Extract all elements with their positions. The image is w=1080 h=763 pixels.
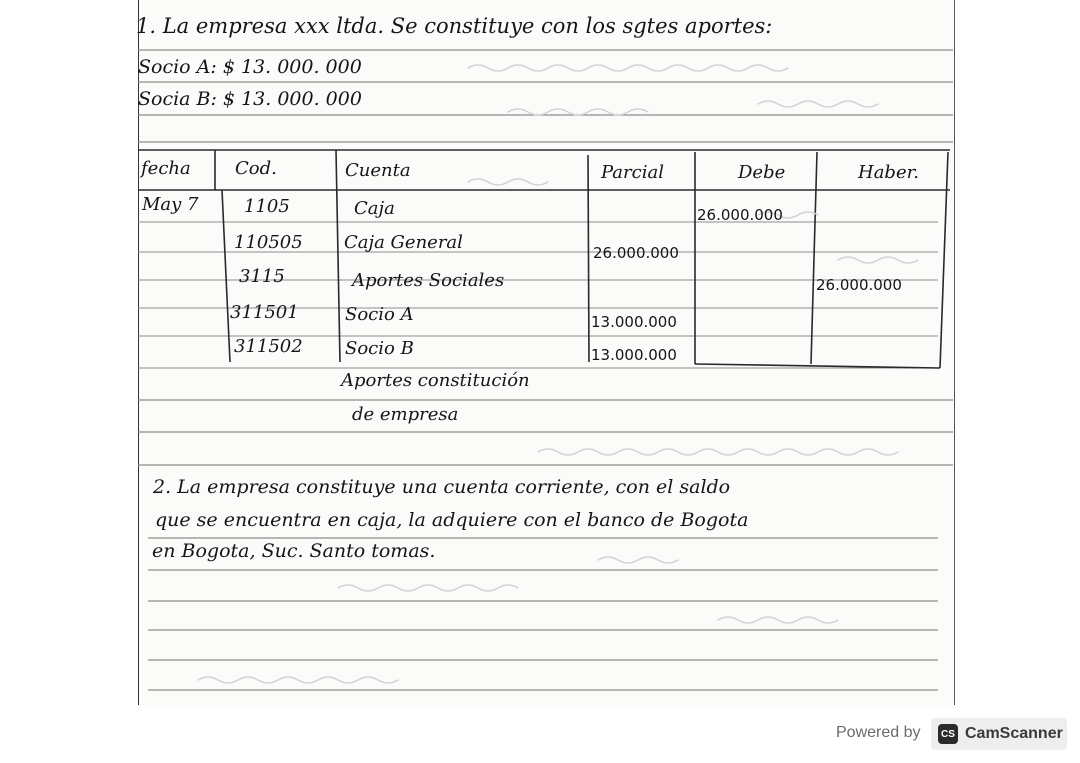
header-fecha: fecha: [141, 158, 191, 179]
row-1-cuenta: Caja: [354, 198, 395, 219]
row-3-cuenta: Aportes Sociales: [352, 270, 505, 291]
powered-by-label: Powered by: [836, 724, 921, 741]
row-4-cuenta: Socio A: [345, 304, 414, 325]
header-parcial: Parcial: [601, 162, 664, 183]
exercise-2-line-3: en Bogota, Suc. Santo tomas.: [152, 540, 436, 562]
row-3-cod: 3115: [239, 266, 285, 287]
row-2-cod: 110505: [234, 232, 303, 253]
row-2-parcial: 26.000.000: [593, 244, 679, 262]
row-5-cod: 311502: [234, 336, 303, 357]
row-5-cuenta: Socio B: [345, 338, 414, 359]
exercise-1-heading: 1. La empresa xxx ltda. Se constituye con los sgtes aportes:: [136, 14, 773, 38]
socio-a-line: Socio A: $ 13. 000. 000: [138, 56, 362, 78]
header-haber: Haber.: [858, 162, 919, 183]
socia-b-line: Socia B: $ 13. 000. 000: [138, 88, 362, 110]
camscanner-badge: [931, 718, 1067, 750]
entry-note-line-2: de empresa: [352, 404, 459, 425]
row-2-cuenta: Caja General: [344, 232, 463, 253]
entry-date: May 7: [142, 194, 199, 215]
header-debe: Debe: [738, 162, 786, 183]
row-5-parcial: 13.000.000: [591, 346, 677, 364]
exercise-2-line-2: que se encuentra en caja, la adquiere con el banco de Bogota: [155, 509, 749, 531]
entry-note-line-1: Aportes constitución: [341, 370, 530, 391]
row-1-cod: 1105: [244, 196, 290, 217]
row-4-parcial: 13.000.000: [591, 313, 677, 331]
camscanner-logo-icon: CS: [938, 724, 958, 744]
row-1-debe: 26.000.000: [697, 206, 783, 224]
row-4-cod: 311501: [230, 302, 299, 323]
camscanner-brand: CamScanner: [965, 725, 1063, 742]
row-3-haber: 26.000.000: [816, 276, 902, 294]
header-cuenta: Cuenta: [345, 160, 411, 181]
header-cod: Cod.: [235, 158, 277, 179]
exercise-2-line-1: 2. La empresa constituye una cuenta corriente, con el saldo: [153, 476, 731, 498]
